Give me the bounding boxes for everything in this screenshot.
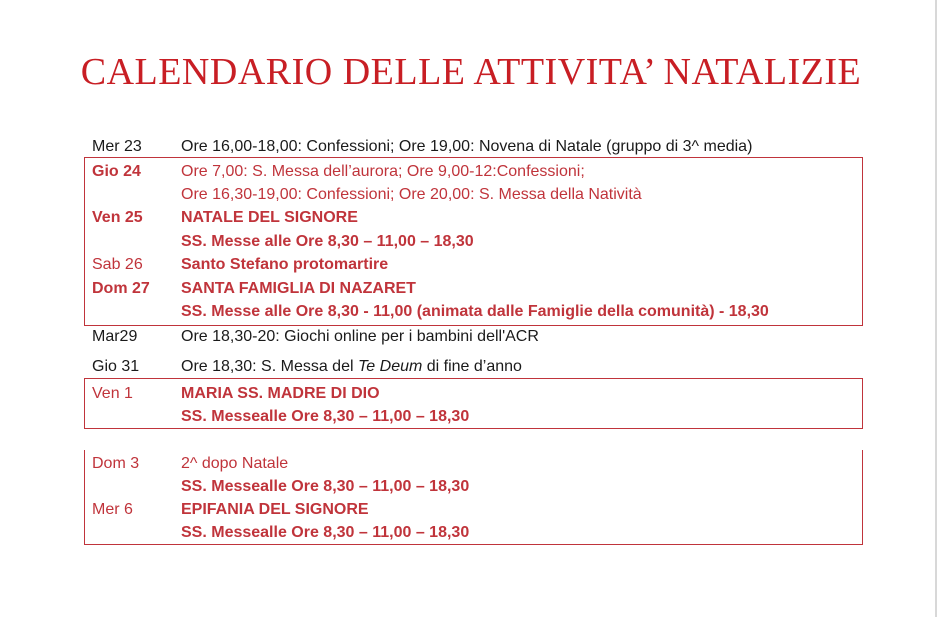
day-label: Gio 24 xyxy=(92,163,141,180)
entry-text-before: Ore 18,30: S. Messa del xyxy=(181,358,358,375)
day-label: Sab 26 xyxy=(92,256,143,273)
day-label: Ven 1 xyxy=(92,385,133,402)
box-left-border xyxy=(84,157,85,325)
day-label: Mer 23 xyxy=(92,138,142,155)
entry-text: Ore 18,30-20: Giochi online per i bambini dell'ACR xyxy=(181,328,539,345)
entry-text: NATALE DEL SIGNORE xyxy=(181,209,358,226)
day-label: Mar29 xyxy=(92,328,138,345)
divider-top xyxy=(84,157,863,158)
entry-text: EPIFANIA DEL SIGNORE xyxy=(181,501,369,518)
entry-text-after: di fine d’anno xyxy=(422,358,522,375)
entry-text: 2^ dopo Natale xyxy=(181,455,289,472)
entry-text: SS. Messe alle Ore 8,30 - 11,00 (animata dalle Famiglie della comunità) - 18,30 xyxy=(181,303,769,320)
entry-text: SS. Messealle Ore 8,30 – 11,00 – 18,30 xyxy=(181,408,470,425)
entry-text: SS. Messealle Ore 8,30 – 11,00 – 18,30 xyxy=(181,524,470,541)
box-right-border xyxy=(862,157,863,325)
entry-text: Ore 7,00: S. Messa dell’aurora; Ore 9,00-12:Confessioni; xyxy=(181,163,585,180)
entry-text: Santo Stefano protomartire xyxy=(181,256,389,273)
day-label: Gio 31 xyxy=(92,358,140,375)
page-title: CALENDARIO DELLE ATTIVITA’ NATALIZIE xyxy=(80,51,862,93)
entry-text: MARIA SS. MADRE DI DIO xyxy=(181,385,380,402)
day-label: Dom 3 xyxy=(92,455,140,472)
entry-text: Ore 16,30-19,00: Confessioni; Ore 20,00: S. Messa della Natività xyxy=(181,186,642,203)
entry-text: SS. Messe alle Ore 8,30 – 11,00 – 18,30 xyxy=(181,233,474,250)
divider-bottom xyxy=(84,325,863,326)
entry-text: SANTA FAMIGLIA DI NAZARET xyxy=(181,280,416,297)
entry-text xyxy=(181,357,522,377)
entry-text: SS. Messealle Ore 8,30 – 11,00 – 18,30 xyxy=(181,478,470,495)
entry-text: Ore 16,00-18,00: Confessioni; Ore 19,00: Novena di Natale (gruppo di 3^ media) xyxy=(181,138,753,155)
day-label: Dom 27 xyxy=(92,280,150,297)
day-label: Ven 25 xyxy=(92,209,143,226)
day-label: Mer 6 xyxy=(92,501,133,518)
entry-text-italic: Te Deum xyxy=(357,358,423,375)
